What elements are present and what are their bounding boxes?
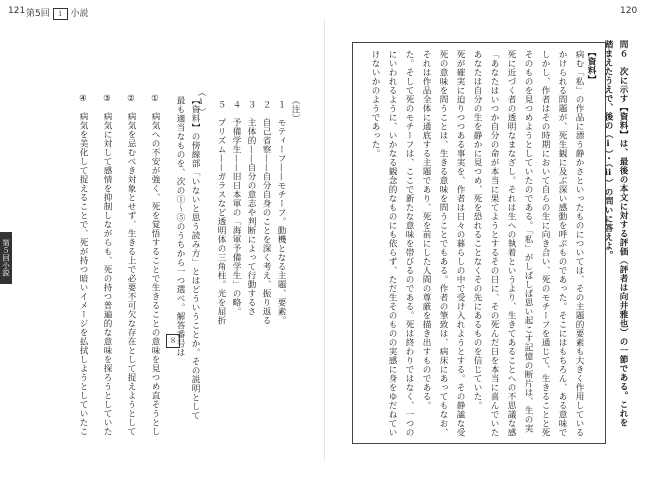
left-section-label xyxy=(26,6,89,20)
right-page-number: 120 xyxy=(620,6,638,16)
choice-number: ③ xyxy=(102,94,112,105)
material-line: 死の意味を問うことは、生きる意味を問うことでもある。作者の筆致は、病床にあってもなお、 xyxy=(438,50,448,437)
material-line: 死に近づく者の透明なまなざし。それは生への執着というより、生きてあることへの不思議な感 xyxy=(506,50,516,437)
choice-text: 病気に対して感情を抑制しながらも、死の持つ普遍的な意味を探ろうとしていた xyxy=(102,112,112,436)
material-line: あなたは自分の生を静かに見つめ、死を恐れることなくその先にあるものを信じていた。 xyxy=(472,50,482,410)
material-line: しかし、作者はその時期において自らの生に向き合い、死のモチーフを通じて、生きることと死 xyxy=(540,50,550,437)
section-genre: 小説 xyxy=(70,9,89,19)
material-label: 【資料】 xyxy=(586,48,596,84)
material-line: 死が確実に迫りつつある事実を、作者は日々の暮らしの中で受け入れようとする。その静謐な受 xyxy=(455,50,465,437)
sub-question-text: 【資料】の傍線部「いないと思う読み方」とはどういうことか。その説明として最も適当なものを、次の①～⑤のうちから一つ選べ。解答番号は xyxy=(175,96,200,420)
choice-text: 病気を美化して捉えることで、死が持つ暗いイメージを払拭しようとしていたこ xyxy=(78,112,88,436)
notes-list xyxy=(210,100,288,330)
material-body xyxy=(360,50,586,438)
section-number: 第5回 xyxy=(26,9,50,19)
choice-text: 病気への不安が強く、死を覚悟することで生きることの意味を見つめ直そうとし xyxy=(150,112,160,436)
chapter-side-tab: 第５回小説 xyxy=(0,232,12,284)
choice-item[interactable] xyxy=(144,94,162,444)
section-box: １ xyxy=(53,8,68,20)
material-line: 「あなたはいつか自分の命が本当に果てようとするその日に、その死んだ日を本当に喜んでいた xyxy=(489,50,499,437)
choices-list xyxy=(66,94,162,444)
question-lead: 問６ 次に示す【資料】は、最後の本文に対する評価（評者は向井雅也）の一節である。これを踏まえたうえで、後の（ⅰ）・（ⅱ）の問いに答えよ。 xyxy=(603,40,628,427)
choice-number: ① xyxy=(150,94,160,105)
material-line: にいわれるように、いかなる観念的なものにも依らず、ただ生そのものの実感に身をゆだねてい xyxy=(387,50,397,437)
note-item: ３ 主体的——自分の意志や判断によって行動するさ xyxy=(246,100,256,316)
sub-question-label: （ⅰ） xyxy=(196,88,206,117)
material-line: 病む「私」の作品に漂う静かさといったものについては、その主題的要素も大きく作用している xyxy=(574,50,584,437)
choice-item[interactable] xyxy=(120,94,138,444)
answer-box[interactable]: ８ xyxy=(166,334,180,348)
material-line: た。そして死のモチーフは、ここで新たな意味を帯びるのである。死は終わりではなく、一つの xyxy=(404,50,414,437)
sub-question xyxy=(168,96,202,436)
notes-label: （注） xyxy=(290,96,300,123)
choice-item[interactable] xyxy=(72,94,90,444)
note-item: ５ プリズム——ガラスなど透明体の三角柱。光を屈折 xyxy=(216,100,226,325)
material-line: かけられる問題が、死生観に及ぶ深い感動を呼ぶものであった。そこにはもちろん、ある意味で xyxy=(557,50,567,437)
left-page-number: 121 xyxy=(8,6,26,16)
choice-number: ④ xyxy=(78,94,88,105)
material-line: そのものを見つめようとしていたのである。「私」がしばしば思い起こす記憶の断片は、生の実 xyxy=(523,50,533,433)
material-line: それは作品全体に通底する主題であり、死を前にした人間の尊厳を描き出すものである。 xyxy=(421,50,431,410)
gutter-divider xyxy=(324,20,325,460)
choice-text: 病気を忌むべき対象とせず、生きる上で必要不可欠な存在として捉えようとして xyxy=(126,112,136,436)
note-item: ２ 自己省察——自分自身のことを深く考え、振り返る xyxy=(261,100,271,325)
note-item: １ モティーフ——モチーフ。動機となる主題、要素。 xyxy=(276,100,286,325)
choice-number: ② xyxy=(126,94,136,105)
material-line: けないかのようであった。 xyxy=(370,50,380,158)
note-item: ４ 予備学生——旧日本軍の「海軍予備学生」の略。 xyxy=(231,100,241,316)
choice-item[interactable] xyxy=(96,94,114,444)
